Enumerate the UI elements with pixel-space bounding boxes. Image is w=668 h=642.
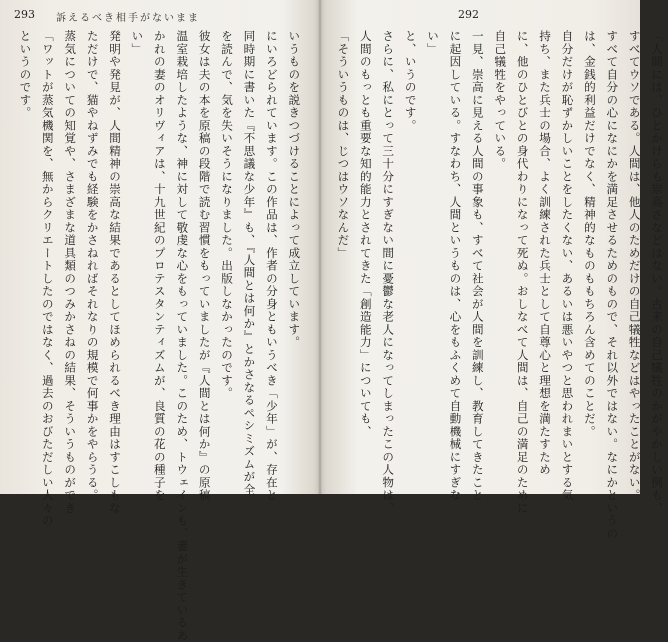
right-page-number: 292 bbox=[458, 8, 479, 21]
text-line: に起因している。すなわち、人間というものは、心をもふくめて自動機械にすぎな bbox=[448, 30, 463, 502]
text-line: というのです。 bbox=[18, 30, 33, 120]
page-gutter bbox=[318, 0, 322, 494]
text-line: 彼女は夫の本を原稿の段階で読む習慣をもっていましたが『人間とは何か』の原稿 bbox=[197, 30, 212, 502]
right-page-text bbox=[332, 30, 668, 540]
text-line: に、他のひとびとの身代わりになって死ぬ。おしなべて人間は、自己の満足のために bbox=[515, 30, 530, 515]
text-line: いうものを説きつづけることによって成立しています。 bbox=[287, 30, 302, 349]
text-line: 人間のもっとも重要な知的能力とされてきた「創造能力」についても、 bbox=[358, 30, 373, 438]
left-running-head: 訴えるべき相手がないまま bbox=[56, 13, 200, 24]
text-line: ただけで、猫やねずみでも経験をかさねればそれなりの規模で何事かをやらうる。 bbox=[85, 30, 100, 502]
text-line: を読んで、気を失いそうになりました。出版しなかったのです。 bbox=[220, 30, 235, 400]
text-line: さらに、私にとって三十分にすぎない間に憂鬱な老人になってしまったこの人物は、 bbox=[381, 30, 396, 515]
text-line: 持ち、また兵士の場合、よく訓練された兵士として自尊心と理想を満たすため bbox=[538, 30, 553, 477]
text-line: は、金銭的利益だけでなく、精神的なものももちろん含めてのことだ。 bbox=[582, 30, 597, 438]
left-page-number: 293 bbox=[14, 8, 35, 21]
text-line: すべてウソである。人間は、他人のためだけの自己犠牲などはやったことがない。 bbox=[627, 30, 642, 502]
text-line: 蒸気についての知覚や、さまざまな道具類のつみかさねの結果、そういうものができ bbox=[63, 30, 78, 515]
text-line: と、いうのです。 bbox=[403, 30, 418, 132]
text-line: 一見、崇高に見える人間の事象も、すべて社会が人間を訓練し、教育してきたこと bbox=[470, 30, 485, 502]
text-line: 「ワットが蒸気機関を、無からクリエートしたのではなく、過去のおびただしい人々の bbox=[40, 30, 55, 528]
text-line: かれの妻のオリヴィアは、十九世紀のプロテスタンティズムが、良質の花の種子を bbox=[152, 30, 167, 502]
text-line: い」 bbox=[426, 30, 441, 56]
text-line: すべて自分の心になにかを満足させるためのもので、それ以外ではない。なにかというの bbox=[605, 30, 620, 540]
text-line: 「人間には、ひとかけらも崇高さなどはない。古来の自己犠牲のかがやかしい例も、 bbox=[650, 30, 665, 515]
text-line: 同時期に書いた『不思議な少年』も、『人間とは何か』とかさなるペシミズムが全 bbox=[242, 30, 257, 496]
text-line: 温室栽培したような、神に対して敬虔な心をもっていました。このため、トウェインも、妻が生きているあ bbox=[175, 30, 190, 642]
text-line-emphasis: 「そういうものは、じつはウソなんだ」 bbox=[336, 30, 351, 260]
text-line: 発明や発見が、人間精神の崇高な結果であるとしてほめられるべき理由はすこしもな bbox=[108, 30, 123, 515]
text-line: にいろどられています。この作品は、作者の分身ともいうべき「少年」が、存在と bbox=[264, 30, 279, 502]
text-line: 自分だけが恥ずかしいことをしたくない、あるいは悪いやつと思われまいとする気 bbox=[560, 30, 575, 502]
left-page-text bbox=[14, 30, 305, 642]
text-line: い」 bbox=[130, 30, 145, 56]
text-line: 自己犠牲をやっている。 bbox=[493, 30, 508, 171]
